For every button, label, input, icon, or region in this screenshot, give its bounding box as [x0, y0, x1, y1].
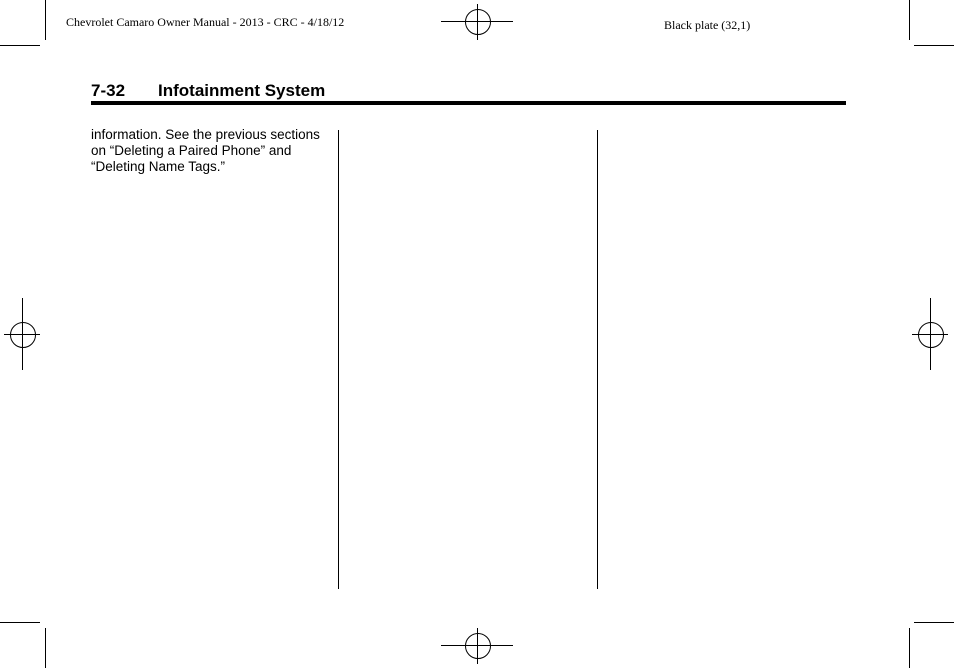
header-rule: [91, 101, 846, 105]
crop-mark-top-right-horizontal: [914, 45, 954, 46]
crop-mark-bottom-right-vertical: [909, 628, 910, 668]
crop-mark-top-right-vertical: [909, 0, 910, 40]
registration-mark-left-circle: [10, 322, 36, 348]
crop-mark-top-left-horizontal: [0, 45, 40, 46]
crop-mark-bottom-right-horizontal: [914, 622, 954, 623]
crop-mark-bottom-left-vertical: [45, 628, 46, 668]
plate-info-left: Chevrolet Camaro Owner Manual - 2013 - CRC - 4/18/12: [66, 15, 345, 29]
crop-mark-top-left-vertical: [45, 0, 46, 40]
page-number: 7-32: [91, 81, 126, 100]
plate-info-right: Black plate (32,1): [664, 18, 751, 32]
crop-mark-bottom-left-horizontal: [0, 622, 40, 623]
column-1-text: information. See the previous sections on “Deleting a Paired Phone” and “Deleting Name Tags.”: [91, 127, 320, 174]
registration-mark-top-circle: [465, 9, 491, 35]
column-divider-2: [597, 130, 598, 589]
registration-mark-right-circle: [918, 322, 944, 348]
section-title: Infotainment System: [158, 81, 326, 100]
registration-mark-bottom-circle: [465, 633, 491, 659]
column-divider-1: [338, 130, 339, 589]
